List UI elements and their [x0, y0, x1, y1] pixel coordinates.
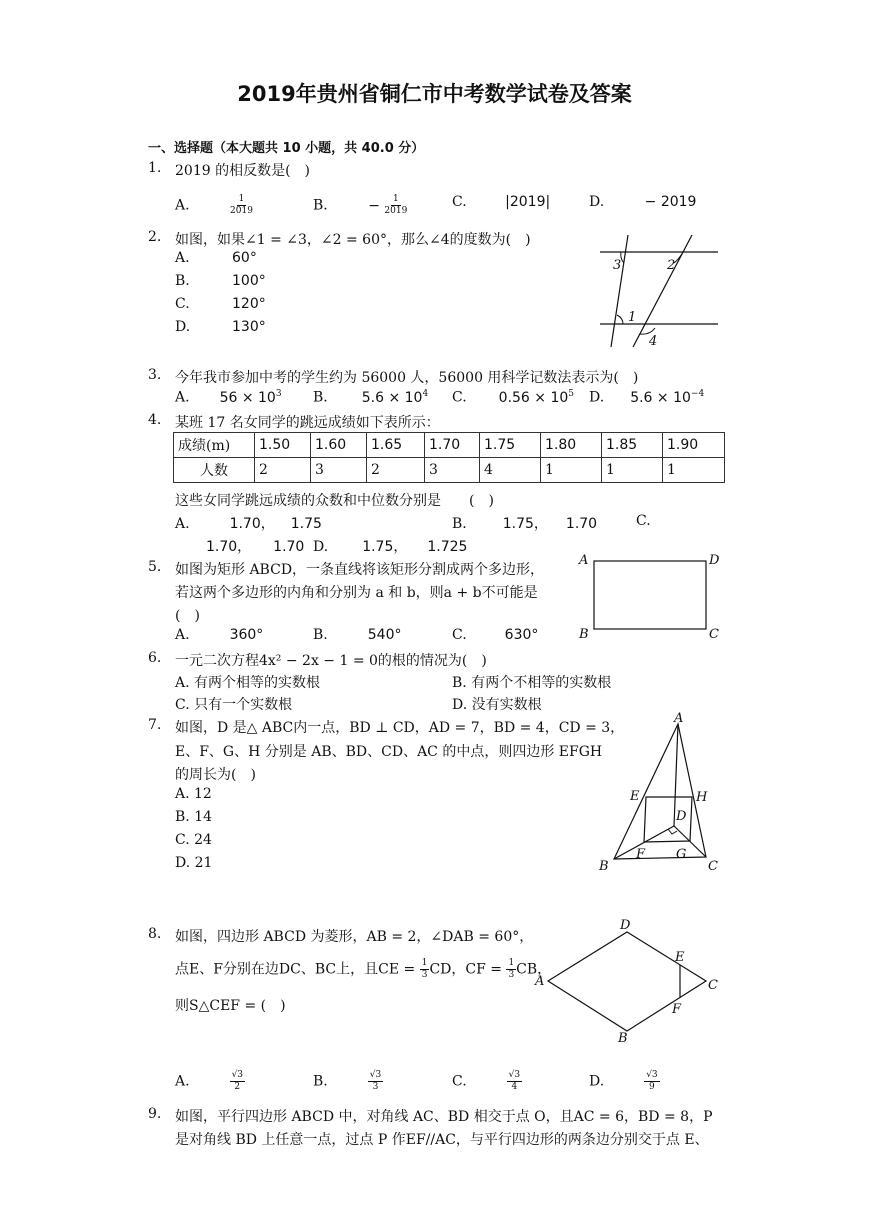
option-label: A. [175, 250, 190, 266]
question-stem: 如图，四边形 ABCD 为菱形，AB = 2，∠DAB = 60°， [175, 929, 534, 945]
option-d[interactable]: D. 没有实数根 [452, 697, 542, 713]
numerator: 1 [238, 194, 245, 204]
question-number: 9. [148, 1106, 162, 1122]
parallel-lines-figure [595, 235, 725, 353]
page-title: 2019年贵州省铜仁市中考数学试卷及答案 [237, 82, 632, 106]
vertex-label: D [620, 918, 631, 933]
option-a[interactable] [175, 194, 253, 217]
option-b[interactable] [313, 389, 428, 406]
option-c[interactable]: C. 24 [175, 832, 212, 848]
option-c[interactable] [452, 627, 538, 643]
stem-text: CB， [516, 961, 552, 978]
table-cell: 4 [480, 458, 541, 483]
option-b[interactable] [175, 273, 266, 289]
denominator: 3 [421, 970, 428, 980]
option-value: 5.6 × 10 [361, 389, 423, 406]
vertex-label: C [708, 859, 718, 874]
question-stem: 某班 17 名女同学的跳远成绩如下表所示： [175, 415, 440, 431]
option-b[interactable]: B. 有两个不相等的实数根 [452, 675, 612, 691]
rhombus-figure [530, 915, 725, 1047]
exponent: 3 [275, 389, 282, 399]
question-stem: 则S△CEF = ( ) [175, 998, 286, 1014]
option-d[interactable] [589, 389, 704, 406]
option-label: D. [313, 539, 329, 555]
option-c[interactable] [636, 513, 651, 529]
option-value: 1.725 [427, 539, 468, 555]
exponent: 4 [422, 389, 429, 399]
exponent: 5 [568, 389, 575, 399]
vertex-label: A [579, 553, 589, 568]
option-c[interactable] [452, 1070, 522, 1093]
option-label: A. [175, 627, 190, 643]
table-cell: 1.70 [425, 433, 480, 458]
question-number: 6. [148, 650, 162, 666]
option-label: C. [636, 513, 651, 529]
option-label: C. [452, 389, 467, 406]
table-cell: 1.90 [663, 433, 725, 458]
table-cell: 1.75 [480, 433, 541, 458]
question-number: 3. [148, 367, 162, 383]
question-stem: E、F、G、H 分别是 AB、BD、CD、AC 的中点，则四边形 EFGH [175, 744, 603, 760]
option-a[interactable]: A. 12 [175, 786, 212, 802]
option-a[interactable]: A. 有两个相等的实数根 [175, 675, 321, 691]
option-label: B. [313, 627, 328, 643]
table-cell: 3 [311, 458, 367, 483]
option-value: 60° [232, 250, 257, 266]
fraction [230, 1070, 245, 1093]
option-value: 0.56 × 10 [498, 389, 569, 406]
option-b[interactable] [452, 513, 597, 533]
option-label: C. [175, 296, 190, 312]
fraction [384, 194, 407, 217]
numerator: 1 [508, 958, 515, 968]
stem-text: 点E、F分别在边DC、BC上，且CE = [175, 961, 420, 978]
question-stem: 如图，D 是△ ABC内一点，BD ⊥ CD，AD = 7，BD = 4，CD = 3， [175, 720, 625, 736]
question-stem: 如图为矩形 ABCD，一条直线将该矩形分割成两个多边形， [175, 562, 545, 578]
option-value: 1.75， [502, 516, 548, 532]
option-value: 1.70 [565, 516, 598, 532]
question-stem: 若这两个多边形的内角和分别为 a 和 b，则a + b不可能是 [175, 585, 538, 601]
triangle-figure [596, 710, 726, 880]
angle-label: 4 [649, 334, 658, 349]
vertex-label: F [672, 1002, 682, 1017]
question-stem: 一元二次方程4x² − 2x − 1 = 0的根的情况为( ) [175, 653, 487, 669]
vertex-label: B [599, 859, 609, 874]
option-label: B. [313, 389, 328, 406]
denominator: 4 [511, 1082, 518, 1092]
question-stem: ( ) [175, 608, 200, 624]
option-value: − 2019 [644, 194, 697, 210]
question-stem: 2019 的相反数是( ) [175, 163, 311, 179]
option-b[interactable]: B. 14 [175, 809, 213, 825]
rectangle-figure [576, 550, 726, 644]
numerator: √3 [508, 1070, 521, 1080]
table-cell: 1 [663, 458, 725, 483]
option-c[interactable] [175, 296, 266, 312]
exponent: −4 [690, 389, 705, 399]
option-label: A. [175, 1073, 190, 1090]
table-cell: 2 [255, 458, 311, 483]
vertex-label: E [675, 950, 685, 965]
minus-sign: − [368, 197, 380, 214]
option-b[interactable] [313, 1070, 383, 1093]
vertex-label: A [674, 711, 684, 726]
vertex-label: H [696, 790, 708, 805]
table-cell: 2 [367, 458, 425, 483]
option-label: B. [175, 273, 190, 289]
question-stem: 的周长为( ) [175, 767, 256, 783]
table-cell: 1.80 [541, 433, 602, 458]
option-label: C. [452, 194, 467, 210]
option-d[interactable] [175, 319, 266, 335]
question-number: 1. [148, 160, 162, 176]
angle-label: 2 [667, 258, 676, 273]
numerator: √3 [646, 1070, 658, 1080]
vertex-label: C [708, 978, 718, 993]
section-heading: 一、选择题（本大题共 10 小题，共 40.0 分） [148, 141, 425, 156]
table-row [174, 458, 725, 483]
option-label: B. [452, 516, 467, 532]
table-cell: 1 [602, 458, 663, 483]
option-label: B. [313, 197, 328, 214]
option-value: |2019| [505, 194, 551, 210]
option-d[interactable] [313, 536, 467, 556]
fraction [507, 1070, 522, 1093]
denominator: 3 [508, 970, 515, 980]
fraction [230, 194, 253, 217]
denominator: 2 [234, 1082, 241, 1092]
fraction [368, 1070, 383, 1093]
question-number: 8. [148, 926, 162, 942]
table-header-row [174, 433, 725, 458]
table-cell: 1 [541, 458, 602, 483]
denominator: 2019 [230, 206, 253, 216]
option-c[interactable] [452, 389, 574, 406]
question-number: 7. [148, 717, 162, 733]
option-c-values[interactable] [206, 536, 304, 556]
question-stem: 今年我市参加中考的学生约为 56000 人，56000 用科学记数法表示为( ) [175, 370, 639, 386]
question-stem: 如图，如果∠1 = ∠3，∠2 = 60°，那么∠4的度数为( ) [175, 232, 531, 248]
vertex-label: F [636, 847, 646, 862]
vertex-label: D [709, 553, 720, 568]
option-label: D. [589, 194, 605, 210]
numerator: √3 [231, 1070, 244, 1080]
option-value: 1.75， [362, 539, 408, 555]
option-value: 100° [232, 273, 266, 289]
option-c[interactable] [452, 194, 550, 210]
option-value: 540° [367, 627, 402, 643]
numerator: 1 [392, 194, 399, 204]
question-prompt: 这些女同学跳远成绩的众数和中位数分别是 ( ) [175, 493, 494, 509]
angle-label: 1 [628, 310, 637, 325]
option-d[interactable]: D. 21 [175, 855, 213, 871]
vertex-label: G [676, 847, 687, 862]
option-label: A. [175, 516, 190, 532]
option-a[interactable] [175, 1070, 245, 1093]
vertex-label: A [535, 974, 545, 989]
table-cell: 1.60 [311, 433, 367, 458]
option-label: A. [175, 389, 190, 406]
question-number: 4. [148, 412, 162, 428]
option-value: 120° [232, 296, 266, 312]
option-label: C. [452, 1073, 467, 1090]
score-table [173, 432, 725, 483]
option-label: A. [175, 197, 190, 214]
option-value: 5.6 × 10 [630, 389, 691, 406]
question-stem: 是对角线 BD 上任意一点，过点 P 作EF//AC，与平行四边形的两条边分别交于点 E、 [175, 1132, 709, 1148]
option-a[interactable] [175, 389, 282, 406]
table-cell: 1.85 [602, 433, 663, 458]
question-number: 5. [148, 559, 162, 575]
option-value: 630° [504, 627, 539, 643]
option-a[interactable] [175, 250, 257, 266]
question-stem [175, 958, 551, 981]
table-cell: 成绩(m) [174, 433, 255, 458]
option-d[interactable] [589, 194, 696, 210]
denominator: 9 [649, 1082, 655, 1092]
table-cell: 1.50 [255, 433, 311, 458]
option-value: 56 × 10 [219, 389, 276, 406]
fraction [420, 958, 430, 981]
option-b[interactable] [313, 627, 401, 643]
table-cell: 3 [425, 458, 480, 483]
option-label: C. [452, 627, 467, 643]
denominator: 2019 [384, 206, 408, 216]
option-a[interactable] [175, 627, 263, 643]
vertex-label: E [630, 789, 640, 804]
numerator: 1 [421, 958, 428, 968]
fraction [506, 958, 516, 981]
option-value: 130° [232, 319, 266, 335]
vertex-label: B [618, 1031, 628, 1046]
option-d[interactable] [589, 1070, 660, 1093]
question-stem: 如图，平行四边形 ABCD 中，对角线 AC、BD 相交于点 O，且AC = 6，BD = 8，P [175, 1109, 713, 1125]
option-value: 1.70 [273, 539, 305, 555]
denominator: 3 [372, 1082, 379, 1092]
option-a[interactable] [175, 513, 322, 533]
vertex-label: C [709, 627, 719, 642]
vertex-label: B [579, 627, 589, 642]
option-c[interactable]: C. 只有一个实数根 [175, 697, 293, 713]
option-b[interactable] [313, 194, 407, 217]
option-value: 1.70， [229, 516, 275, 532]
option-value: 360° [229, 627, 264, 643]
numerator: √3 [369, 1070, 382, 1080]
table-cell: 人数 [174, 458, 255, 483]
fraction [644, 1070, 659, 1093]
table-cell: 1.65 [367, 433, 425, 458]
angle-label: 3 [613, 258, 622, 273]
stem-text: CD，CF = [429, 961, 507, 978]
option-value: 1.70， [206, 539, 252, 555]
option-label: B. [313, 1073, 328, 1090]
question-number: 2. [148, 229, 162, 245]
option-label: D. [175, 319, 191, 335]
option-label: D. [589, 1073, 605, 1090]
option-label: D. [589, 389, 605, 406]
option-value: 1.75 [290, 516, 322, 532]
vertex-label: D [676, 809, 687, 824]
